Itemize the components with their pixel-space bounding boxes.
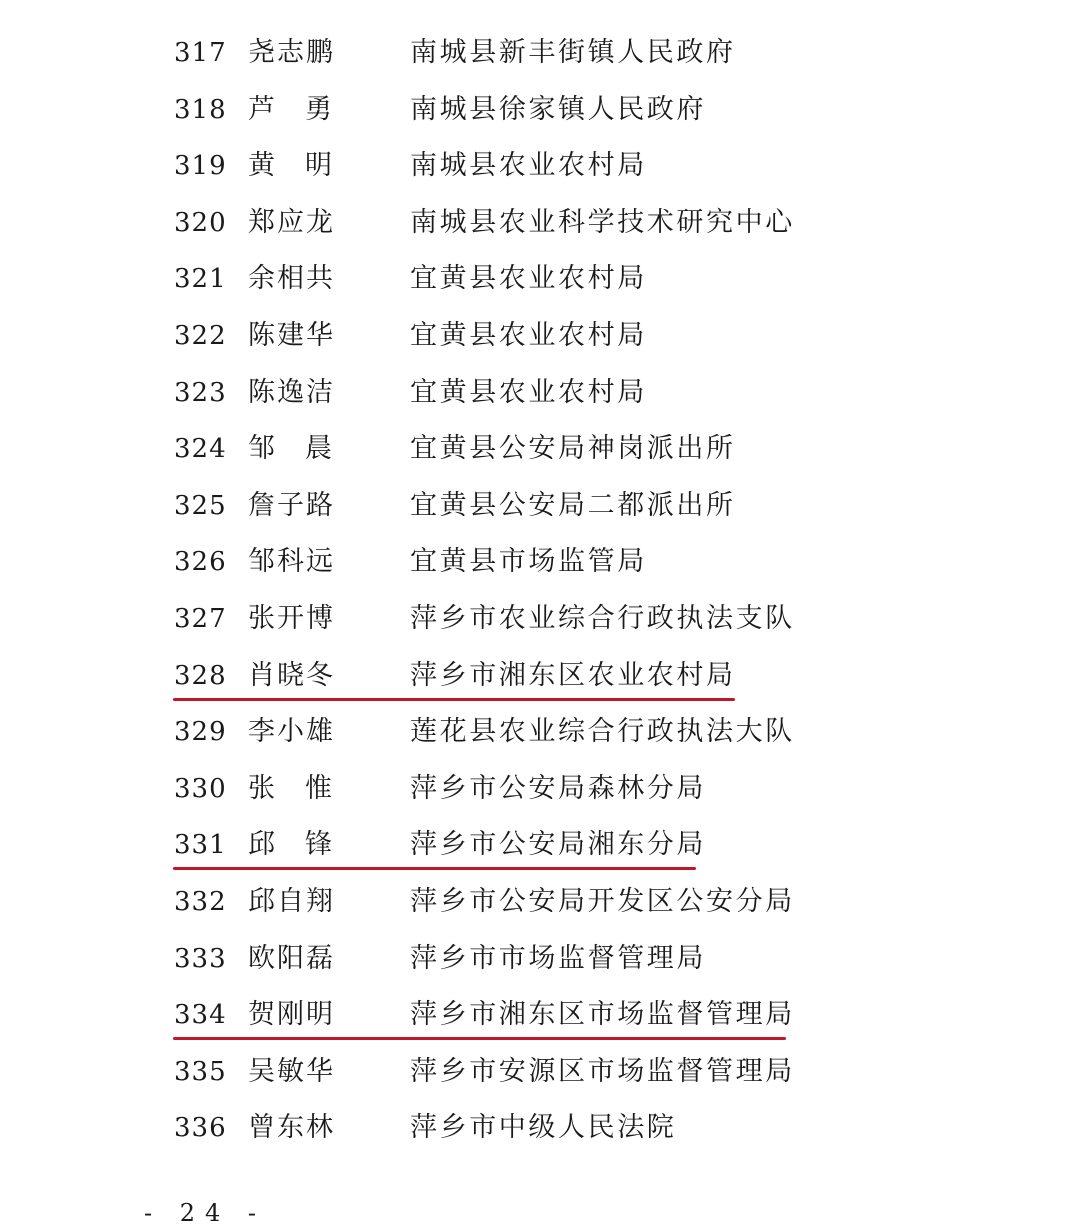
person-name: 陈逸洁 bbox=[248, 376, 335, 408]
name-list bbox=[0, 25, 1080, 1157]
row-number: 330 bbox=[174, 773, 227, 804]
row-number: 324 bbox=[174, 434, 227, 465]
person-name: 欧阳磊 bbox=[248, 942, 335, 974]
person-name: 吴敏华 bbox=[248, 1055, 335, 1087]
organization: 南城县新丰街镇人民政府 bbox=[410, 37, 736, 68]
list-item bbox=[0, 251, 1080, 308]
organization: 宜黄县农业农村局 bbox=[410, 376, 647, 408]
list-item bbox=[0, 704, 1080, 761]
list-item bbox=[0, 931, 1080, 988]
list-item bbox=[0, 308, 1080, 365]
red-underline bbox=[173, 698, 735, 701]
row-number: 323 bbox=[174, 377, 227, 408]
row-number: 329 bbox=[174, 717, 227, 748]
organization: 萍乡市湘东区农业农村局 bbox=[410, 659, 736, 691]
person-name: 邹科远 bbox=[248, 546, 335, 578]
organization: 萍乡市市场监督管理局 bbox=[410, 942, 706, 974]
row-number: 318 bbox=[174, 94, 227, 125]
organization: 宜黄县农业农村局 bbox=[410, 263, 647, 295]
person-name: 尧志鹏 bbox=[248, 37, 335, 68]
person-name: 张惟 bbox=[248, 772, 332, 804]
list-item bbox=[0, 82, 1080, 139]
list-item bbox=[0, 365, 1080, 422]
organization: 宜黄县公安局神岗派出所 bbox=[410, 433, 736, 465]
organization: 萍乡市农业综合行政执法支队 bbox=[410, 602, 795, 634]
row-number: 327 bbox=[174, 603, 227, 634]
row-number: 328 bbox=[174, 660, 227, 691]
red-underline bbox=[173, 1037, 786, 1040]
person-name: 曾东林 bbox=[248, 1112, 335, 1144]
list-item bbox=[0, 761, 1080, 818]
person-name: 肖晓冬 bbox=[248, 659, 335, 691]
organization: 萍乡市公安局开发区公安分局 bbox=[410, 885, 795, 917]
row-number: 331 bbox=[174, 830, 227, 861]
list-item bbox=[0, 25, 1080, 82]
person-name: 陈建华 bbox=[248, 319, 335, 351]
organization: 南城县徐家镇人民政府 bbox=[410, 93, 706, 125]
list-item bbox=[0, 648, 1080, 705]
organization: 萍乡市公安局森林分局 bbox=[410, 772, 706, 804]
list-item bbox=[0, 478, 1080, 535]
list-item bbox=[0, 421, 1080, 478]
row-number: 326 bbox=[174, 547, 227, 578]
organization: 宜黄县农业农村局 bbox=[410, 319, 647, 351]
person-name: 芦勇 bbox=[248, 93, 332, 125]
organization: 莲花县农业综合行政执法大队 bbox=[410, 716, 795, 748]
person-name: 邱自翔 bbox=[248, 885, 335, 917]
row-number: 336 bbox=[174, 1113, 227, 1144]
row-number: 335 bbox=[174, 1056, 227, 1087]
list-item bbox=[0, 138, 1080, 195]
list-item bbox=[0, 195, 1080, 252]
person-name: 李小雄 bbox=[248, 716, 335, 748]
list-item bbox=[0, 1044, 1080, 1101]
red-underline bbox=[173, 867, 696, 870]
list-item bbox=[0, 817, 1080, 874]
organization: 宜黄县公安局二都派出所 bbox=[410, 489, 736, 521]
list-item bbox=[0, 987, 1080, 1044]
page-number: - 24 - bbox=[144, 1199, 267, 1227]
organization: 萍乡市安源区市场监督管理局 bbox=[410, 1055, 795, 1087]
person-name: 郑应龙 bbox=[248, 206, 335, 238]
row-number: 319 bbox=[174, 151, 227, 182]
list-item bbox=[0, 1100, 1080, 1157]
row-number: 322 bbox=[174, 320, 227, 351]
person-name: 邹晨 bbox=[248, 433, 332, 465]
organization: 萍乡市中级人民法院 bbox=[410, 1112, 677, 1144]
row-number: 320 bbox=[174, 207, 227, 238]
row-number: 334 bbox=[174, 1000, 227, 1031]
organization: 南城县农业农村局 bbox=[410, 150, 647, 182]
row-number: 321 bbox=[174, 264, 227, 295]
list-item bbox=[0, 591, 1080, 648]
organization: 萍乡市公安局湘东分局 bbox=[410, 829, 706, 861]
person-name: 余相共 bbox=[248, 263, 335, 295]
row-number: 332 bbox=[174, 886, 227, 917]
row-number: 333 bbox=[174, 943, 227, 974]
organization: 萍乡市湘东区市场监督管理局 bbox=[410, 999, 795, 1031]
organization: 宜黄县市场监管局 bbox=[410, 546, 647, 578]
person-name: 贺刚明 bbox=[248, 999, 335, 1031]
row-number: 317 bbox=[174, 38, 227, 68]
person-name: 黄明 bbox=[248, 150, 332, 182]
person-name: 邱锋 bbox=[248, 829, 332, 861]
list-item bbox=[0, 534, 1080, 591]
person-name: 张开博 bbox=[248, 602, 335, 634]
person-name: 詹子路 bbox=[248, 489, 335, 521]
row-number: 325 bbox=[174, 490, 227, 521]
list-item bbox=[0, 874, 1080, 931]
organization: 南城县农业科学技术研究中心 bbox=[410, 206, 795, 238]
